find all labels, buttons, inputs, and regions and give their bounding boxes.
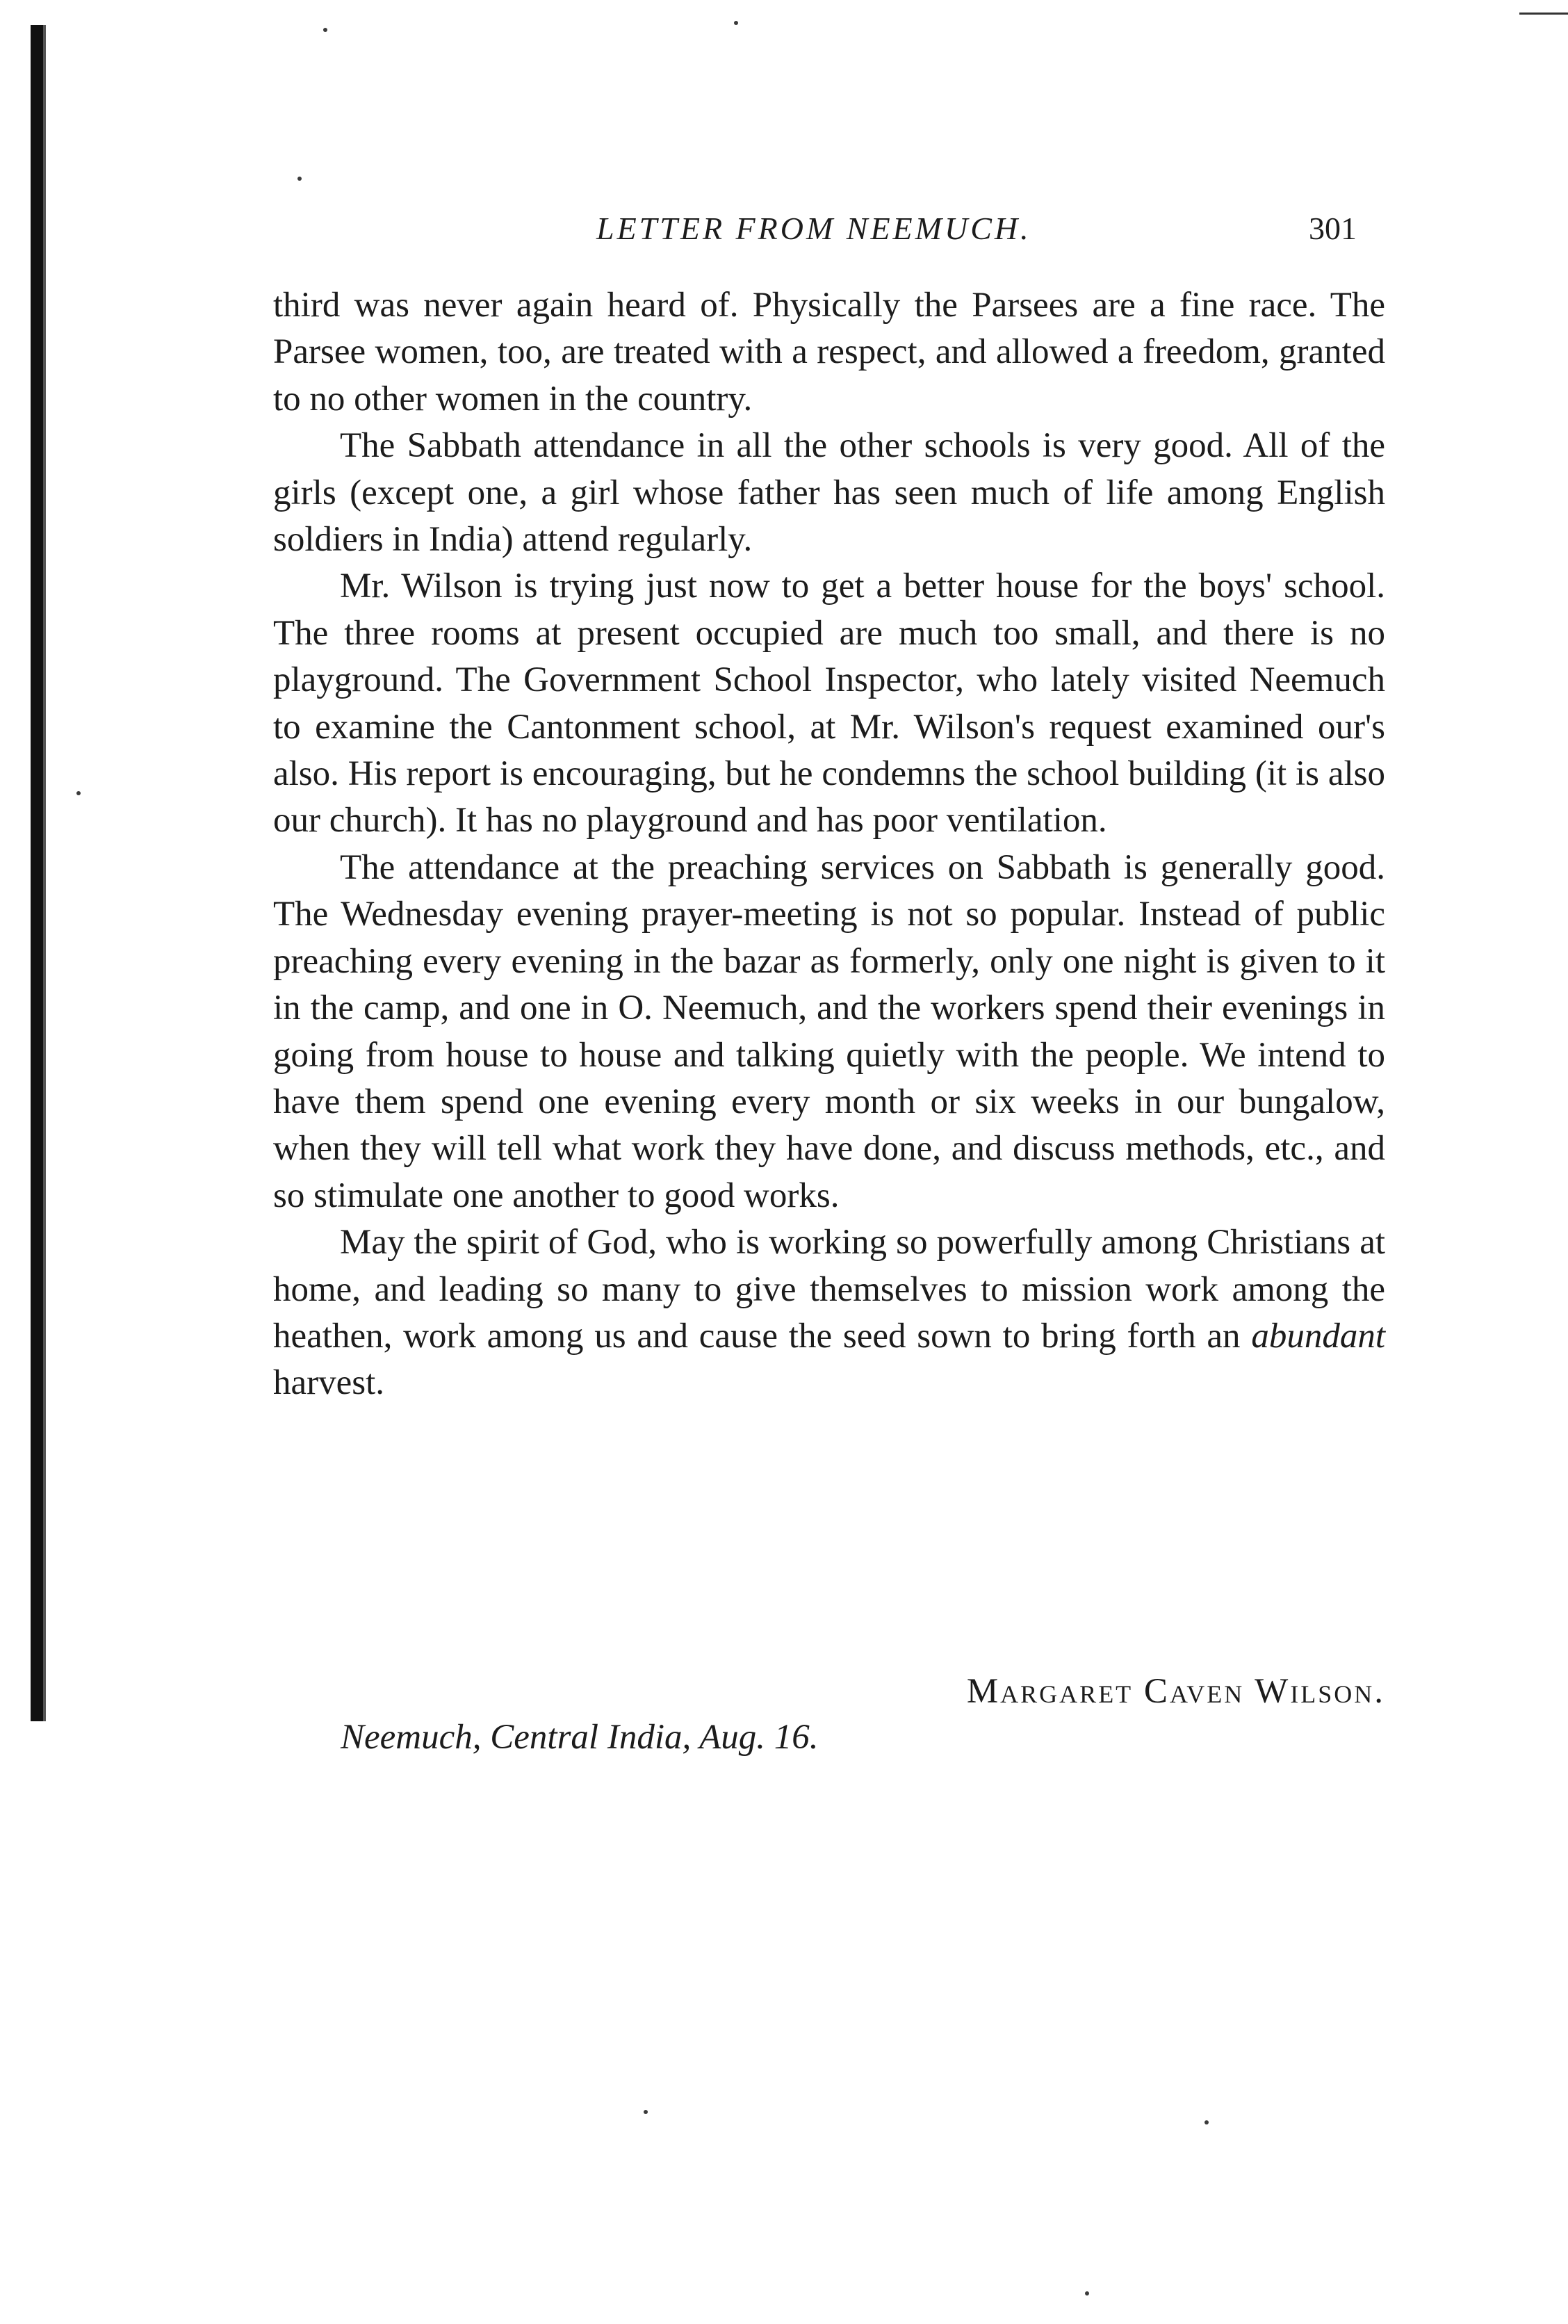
closing-text-end: harvest. — [273, 1363, 385, 1403]
emphasis-text: abundant — [1251, 1316, 1385, 1356]
letter-body — [273, 282, 1385, 1407]
paragraph: Mr. Wilson is trying just now to get a better house for the boys' school. The three rooms at present occupied are much too small, and there is no playground. The Government School Inspector, who lately visited Neemuch to examine the Cantonment school, at Mr. Wilson's request examined our's also. His report is encouraging, but he condemns the school building (it is also our church). It has no playground and has poor ventilation. — [273, 567, 1385, 840]
speck-mark — [1085, 2291, 1089, 2295]
closing-text: May the spirit of God, who is working so powerfully among Christians at home, and leading so many to give themselves to mission work among the heathen, work among us and cause the seed sown to bring forth an — [273, 1223, 1385, 1356]
paragraph: The attendance at the preaching services on Sabbath is generally good. The Wednesday evening prayer-meeting is not so popular. Instead of public preaching every evening in the bazar as formerly, only one night is given to it in the camp, and one in O. Neemuch, and the workers spend their evenings in going from house to house and talking quietly with the people. We intend to have them spend one evening every month or six weeks in our bungalow, when they will tell what work they have done, and discuss methods, etc., and so stimulate one another to good works. — [273, 847, 1385, 1215]
speck-mark — [734, 21, 738, 25]
page-binding-edge — [31, 25, 43, 1721]
speck-mark — [644, 2110, 648, 2114]
closing-paragraph — [273, 1219, 1385, 1407]
speck-mark — [76, 791, 81, 795]
running-head: LETTER FROM NEEMUCH. — [596, 211, 1031, 246]
corner-rule — [1519, 13, 1568, 15]
speck-mark — [1204, 2120, 1209, 2124]
speck-mark — [297, 177, 302, 181]
signature: Margaret Caven Wilson. — [966, 1672, 1385, 1711]
page-binding-shadow — [43, 25, 46, 1721]
dateline: Neemuch, Central India, Aug. 16. — [341, 1718, 819, 1757]
paragraph: third was never again heard of. Physically the Parsees are a fine race. The Parsee women, too, are treated with a respect, and allowed a freedom, granted to no other women in the country. — [273, 286, 1385, 419]
paragraph: The Sabbath attendance in all the other schools is very good. All of the girls (except one, a girl whose father has seen much of life among English soldiers in India) attend regularly. — [273, 426, 1385, 560]
speck-mark — [323, 28, 327, 32]
page-number: 301 — [1309, 211, 1357, 246]
